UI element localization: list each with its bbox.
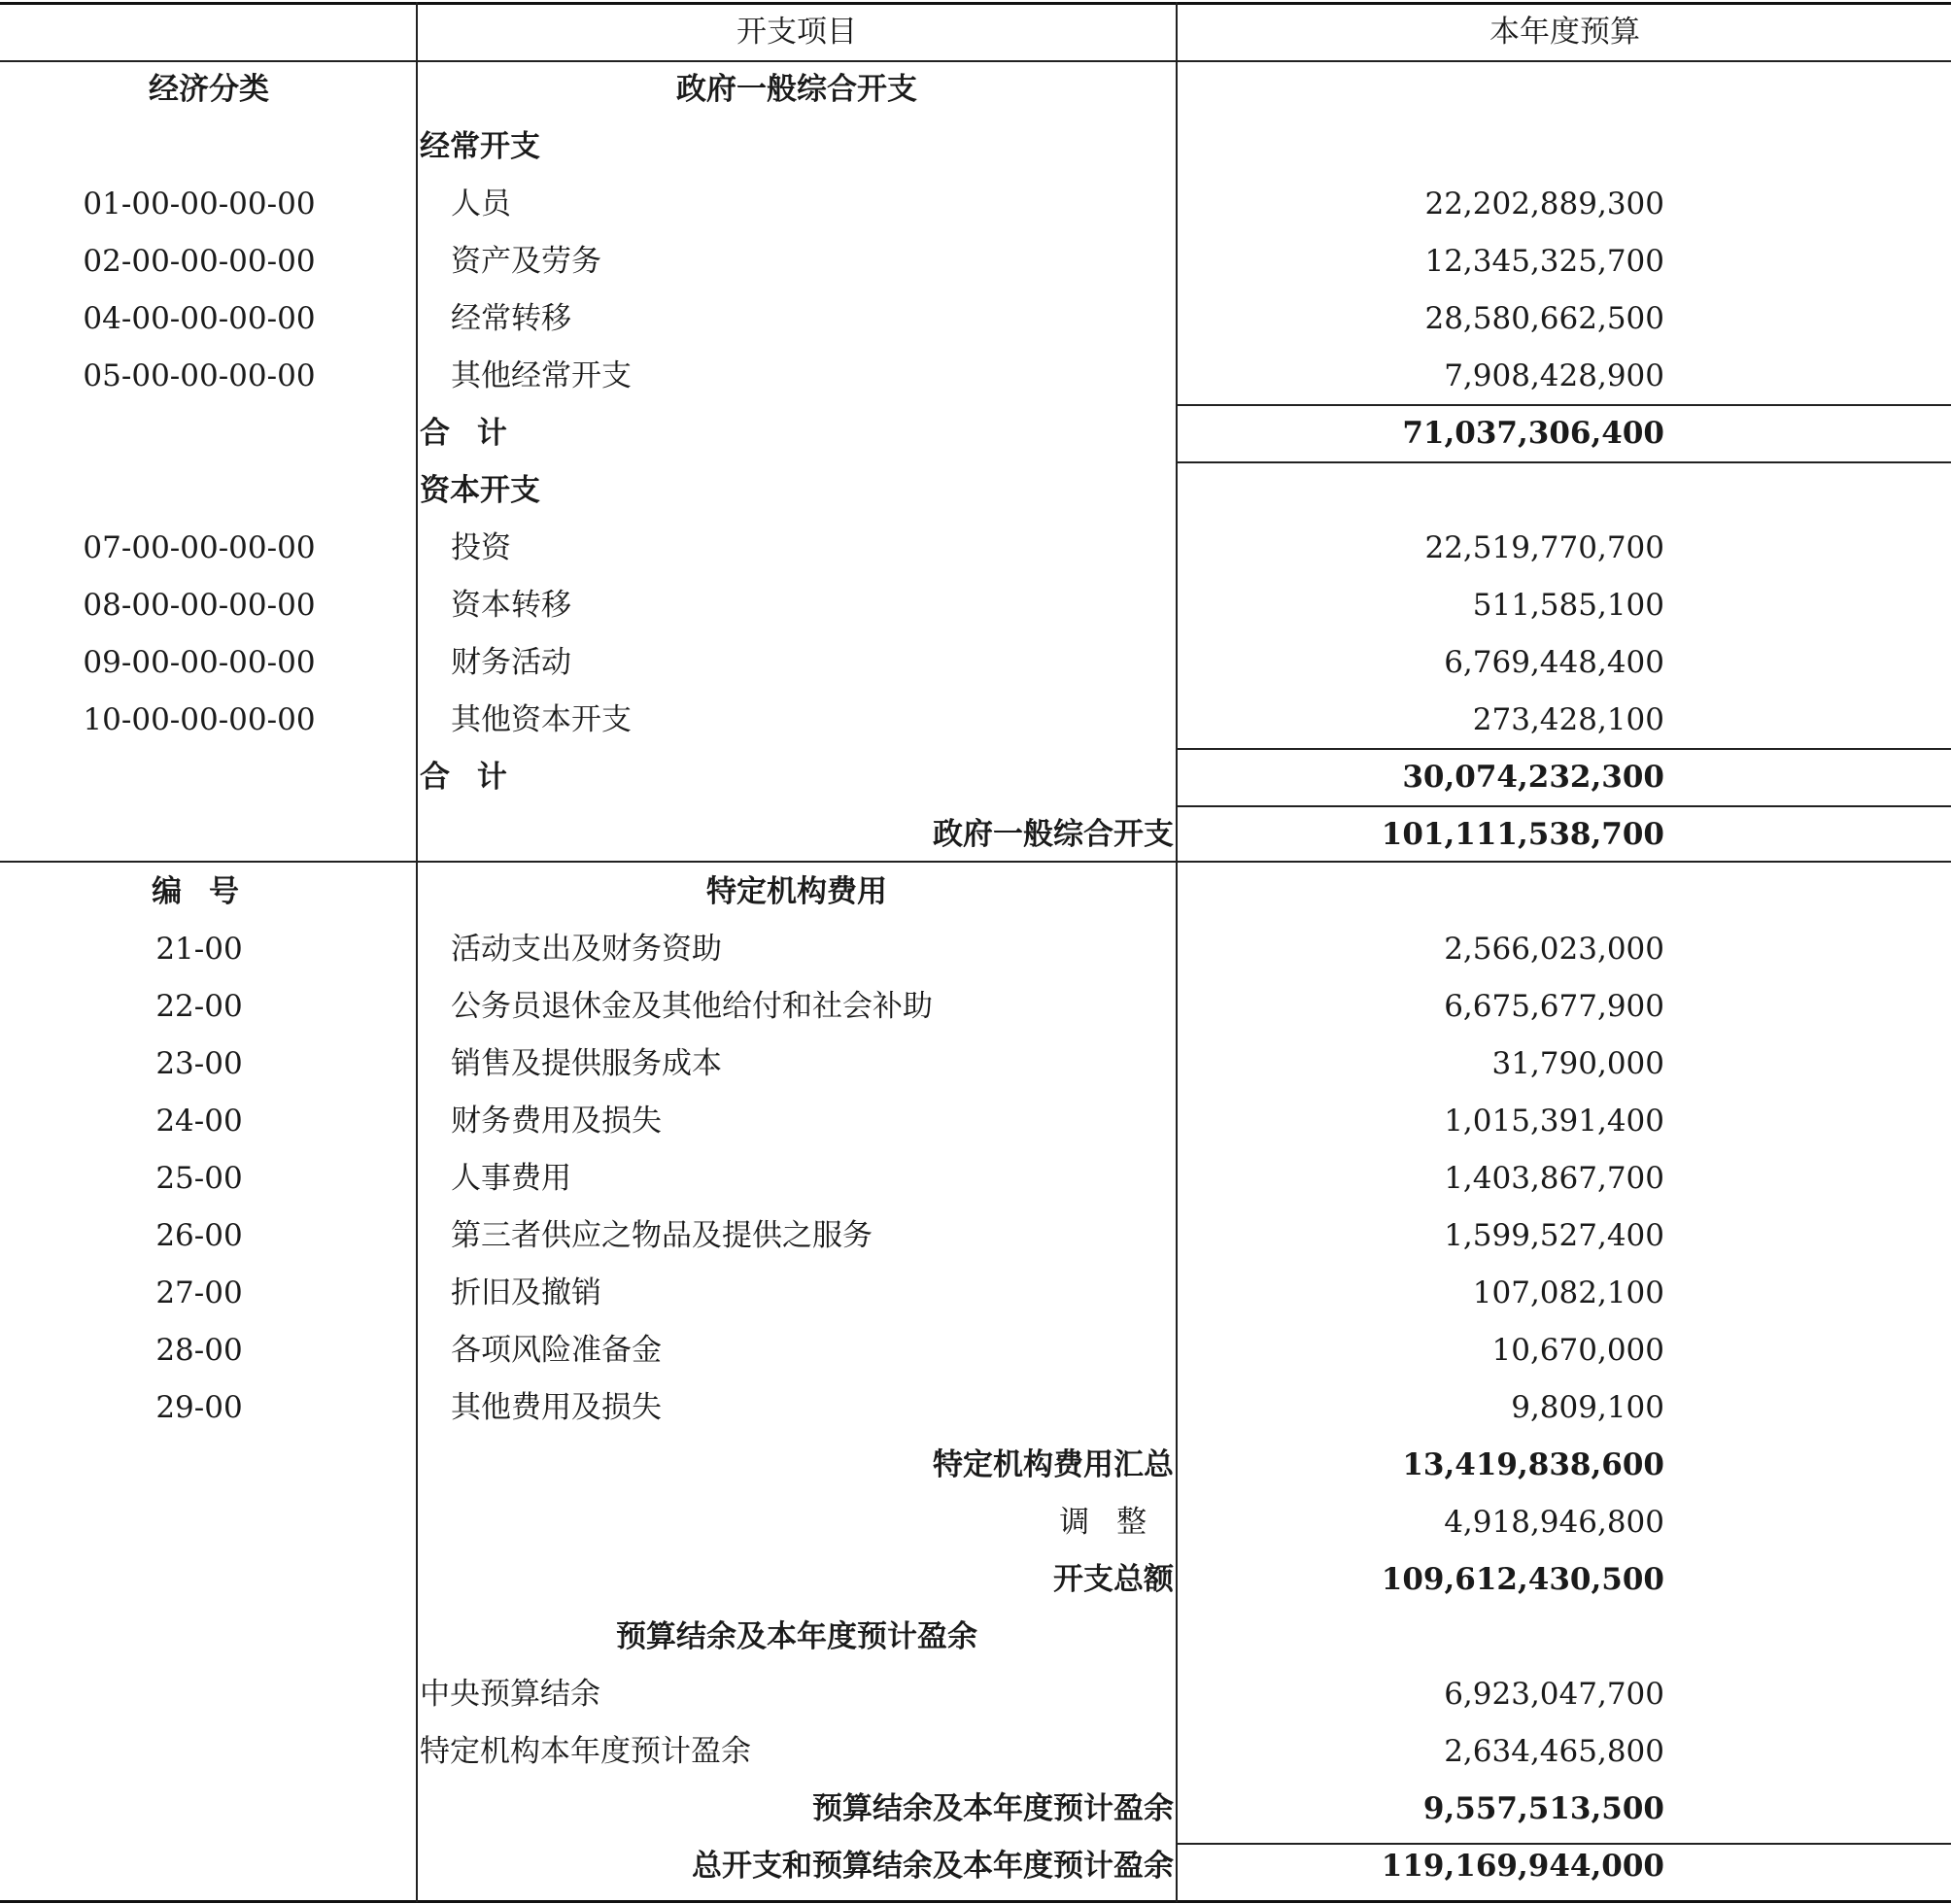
table-row: [0, 1150, 1951, 1207]
row-item-label: 政府一般综合开支: [933, 817, 1174, 852]
header-item-column: 开支项目: [736, 15, 857, 50]
table-row: [0, 176, 1951, 233]
row-code: [0, 806, 398, 864]
row-budget-value: 13,419,838,600: [1402, 1447, 1664, 1482]
row-item-label: 其他费用及损失: [451, 1390, 662, 1425]
section-rule: [0, 861, 1951, 863]
table-header: [0, 4, 1951, 61]
row-item-label: 特定机构费用: [706, 874, 887, 909]
row-code: 05-00-00-00-00: [83, 358, 316, 393]
row-item-label: 特定机构费用汇总: [933, 1447, 1174, 1482]
row-item-label: 资本转移: [451, 588, 571, 623]
row-budget-value: [1179, 462, 1664, 520]
row-budget-value: 4,918,946,800: [1444, 1505, 1664, 1540]
top-rule: [0, 2, 1951, 5]
row-budget-value: 30,074,232,300: [1402, 760, 1664, 795]
row-budget-value: [1179, 119, 1664, 176]
row-budget-value: 101,111,538,700: [1381, 817, 1664, 852]
row-code: [0, 1723, 398, 1781]
row-code: 02-00-00-00-00: [83, 244, 316, 279]
table-row: [0, 462, 1951, 520]
table-row: [0, 577, 1951, 634]
row-budget-value: 119,169,944,000: [1381, 1849, 1664, 1884]
row-budget-value: 28,580,662,500: [1424, 301, 1664, 336]
table-row: [0, 61, 1951, 119]
table-row: [0, 1379, 1951, 1437]
table-row: [0, 1265, 1951, 1322]
row-code: 01-00-00-00-00: [83, 187, 316, 221]
column-divider-1: [416, 2, 418, 1902]
row-budget-value: 31,790,000: [1491, 1046, 1664, 1081]
grand-total-rule: [1176, 1843, 1951, 1845]
table-row: [0, 1781, 1951, 1838]
row-code: [0, 1781, 398, 1838]
row-item-label: 预算结余及本年度预计盈余: [616, 1619, 977, 1654]
row-code: 编号: [152, 874, 266, 909]
table-row: [0, 1494, 1951, 1551]
row-code: 25-00: [155, 1161, 243, 1196]
table-row: [0, 692, 1951, 749]
row-budget-value: 6,769,448,400: [1444, 645, 1664, 680]
row-code: 21-00: [155, 932, 243, 967]
row-code: [0, 1609, 398, 1666]
row-item-label: 总开支和预算结余及本年度预计盈余: [692, 1849, 1174, 1884]
row-item-label: 资产及劳务: [451, 244, 601, 279]
table-row: [0, 864, 1951, 921]
row-code: [0, 1437, 398, 1494]
row-code: 28-00: [155, 1333, 243, 1368]
table-row: [0, 1551, 1951, 1609]
subtotal-rule-1b: [1176, 461, 1951, 463]
row-item-label: 特定机构本年度预计盈余: [420, 1734, 751, 1769]
row-item-label: 其他经常开支: [451, 358, 632, 393]
row-item-label: 经常开支: [420, 129, 540, 164]
row-code: 10-00-00-00-00: [83, 702, 316, 737]
row-budget-value: 273,428,100: [1472, 702, 1664, 737]
row-code: [0, 1494, 398, 1551]
row-budget-value: 9,809,100: [1511, 1390, 1664, 1425]
table-row: [0, 1609, 1951, 1666]
row-code: [0, 1838, 398, 1895]
row-code: [0, 119, 398, 176]
row-budget-value: 107,082,100: [1472, 1275, 1664, 1310]
row-budget-value: 71,037,306,400: [1402, 416, 1664, 451]
table-row: [0, 921, 1951, 978]
header-rule: [0, 60, 1951, 62]
subtotal-rule-1: [1176, 404, 1951, 406]
row-code: [0, 1666, 398, 1723]
table-row: [0, 978, 1951, 1036]
row-item-label: 资本开支: [420, 473, 540, 508]
row-budget-value: [1179, 1609, 1664, 1666]
row-budget-value: 1,403,867,700: [1444, 1161, 1664, 1196]
row-code: 27-00: [155, 1275, 243, 1310]
row-item-label: 中央预算结余: [420, 1677, 600, 1712]
row-code: 22-00: [155, 989, 243, 1024]
subtotal-rule-2b: [1176, 805, 1951, 807]
table-row: [0, 1437, 1951, 1494]
row-code: [0, 462, 398, 520]
row-code: [0, 1551, 398, 1609]
table-row: [0, 1036, 1951, 1093]
table-row: [0, 1093, 1951, 1150]
table-row: [0, 233, 1951, 290]
row-code: [0, 749, 398, 806]
row-item-label: 折旧及撤销: [451, 1275, 601, 1310]
row-item-label: 第三者供应之物品及提供之服务: [451, 1218, 873, 1253]
row-item-label: 合计: [420, 760, 534, 795]
row-budget-value: 6,923,047,700: [1444, 1677, 1664, 1712]
table-row: [0, 520, 1951, 577]
row-budget-value: 2,566,023,000: [1444, 932, 1664, 967]
subtotal-rule-2: [1176, 748, 1951, 750]
row-code: 09-00-00-00-00: [83, 645, 316, 680]
row-code: 08-00-00-00-00: [83, 588, 316, 623]
row-item-label: 财务费用及损失: [451, 1104, 662, 1139]
row-code: 23-00: [155, 1046, 243, 1081]
row-item-label: 其他资本开支: [451, 702, 632, 737]
row-item-label: 财务活动: [451, 645, 571, 680]
row-budget-value: 2,634,465,800: [1444, 1734, 1664, 1769]
table-row: [0, 1723, 1951, 1781]
row-item-label: 销售及提供服务成本: [451, 1046, 722, 1081]
row-budget-value: 6,675,677,900: [1444, 989, 1664, 1024]
table-row: [0, 1666, 1951, 1723]
table-row: [0, 1322, 1951, 1379]
row-budget-value: 511,585,100: [1472, 588, 1664, 623]
row-budget-value: 1,599,527,400: [1444, 1218, 1664, 1253]
table-row: [0, 405, 1951, 462]
row-budget-value: 1,015,391,400: [1444, 1104, 1664, 1139]
row-item-label: 预算结余及本年度预计盈余: [812, 1791, 1174, 1826]
bottom-rule: [0, 1900, 1951, 1903]
table-row: [0, 1838, 1951, 1895]
table-row: [0, 749, 1951, 806]
row-budget-value: 9,557,513,500: [1422, 1791, 1664, 1826]
row-item-label: 人员: [451, 187, 511, 221]
row-budget-value: 12,345,325,700: [1424, 244, 1664, 279]
row-code: 04-00-00-00-00: [83, 301, 316, 336]
table-row: [0, 348, 1951, 405]
row-code: 26-00: [155, 1218, 243, 1253]
row-item-label: 人事费用: [451, 1161, 571, 1196]
row-code: 24-00: [155, 1104, 243, 1139]
row-item-label: 调整: [1059, 1505, 1174, 1540]
row-item-label: 活动支出及财务资助: [451, 932, 722, 967]
row-budget-value: 7,908,428,900: [1444, 358, 1664, 393]
row-item-label: 投资: [451, 530, 511, 565]
row-code: [0, 405, 398, 462]
row-item-label: 政府一般综合开支: [676, 72, 917, 107]
row-budget-value: [1179, 864, 1664, 921]
table-row: [0, 634, 1951, 692]
table-row: [0, 806, 1951, 864]
row-item-label: 公务员退休金及其他给付和社会补助: [451, 989, 933, 1024]
row-budget-value: 22,202,889,300: [1424, 187, 1664, 221]
table-row: [0, 1207, 1951, 1265]
row-budget-value: 22,519,770,700: [1424, 530, 1664, 565]
row-budget-value: 109,612,430,500: [1381, 1562, 1664, 1597]
row-item-label: 经常转移: [451, 301, 571, 336]
table-row: [0, 119, 1951, 176]
column-divider-2: [1176, 2, 1178, 1902]
row-code: 经济分类: [149, 72, 269, 107]
row-code: 07-00-00-00-00: [83, 530, 316, 565]
row-budget-value: [1179, 61, 1664, 119]
row-item-label: 合计: [420, 416, 534, 451]
row-code: 29-00: [155, 1390, 243, 1425]
row-budget-value: 10,670,000: [1491, 1333, 1664, 1368]
row-item-label: 开支总额: [1053, 1562, 1174, 1597]
table-row: [0, 290, 1951, 348]
row-item-label: 各项风险准备金: [451, 1333, 662, 1368]
header-budget-column: 本年度预算: [1489, 15, 1640, 50]
